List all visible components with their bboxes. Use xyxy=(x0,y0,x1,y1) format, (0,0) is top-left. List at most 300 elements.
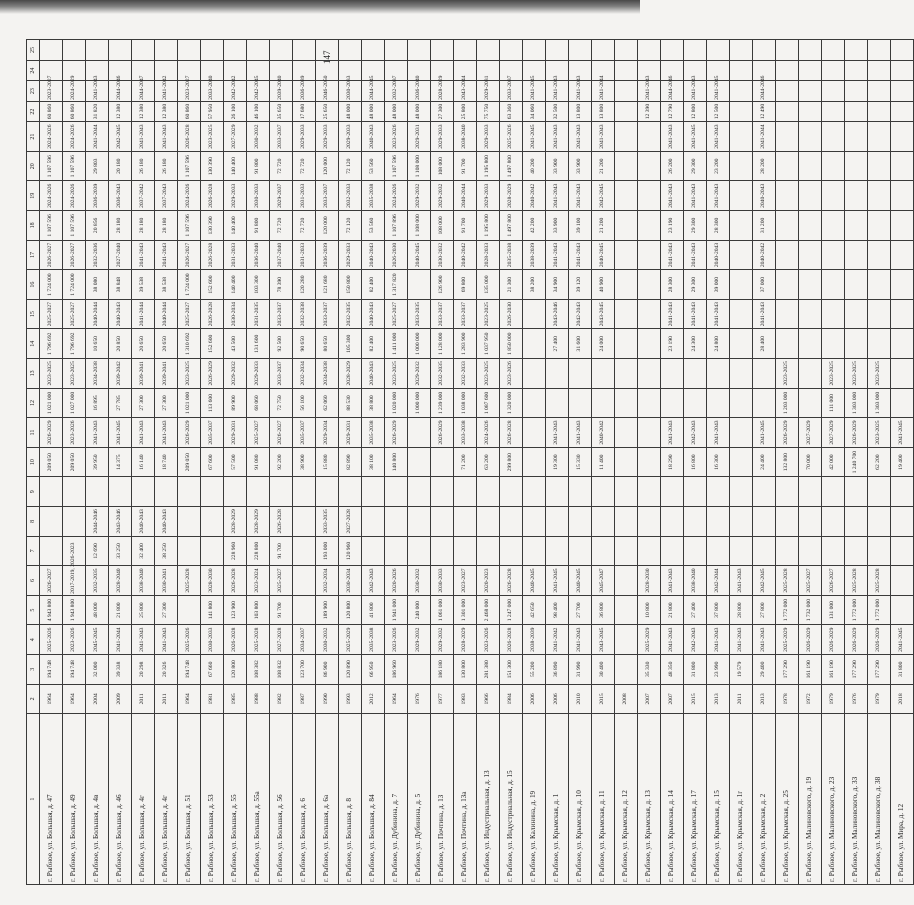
table-cell: 26 180 xyxy=(132,151,155,181)
table-cell: 2026-2028 xyxy=(201,240,224,270)
table-cell: 2033-2040 xyxy=(201,81,224,101)
address-cell: г. Рыбное, ул. Крымская, д. 1 xyxy=(546,714,569,885)
table-cell xyxy=(454,477,477,507)
table-cell: 1 107 596 xyxy=(63,211,86,241)
table-cell: 72 720 xyxy=(270,151,293,181)
table-cell: 41 800 xyxy=(362,595,385,625)
table-cell: 2040-2044 xyxy=(454,181,477,211)
table-cell: 1 108 000 xyxy=(408,151,431,181)
table-row xyxy=(868,40,891,885)
table-cell: 43 500 xyxy=(224,329,247,359)
table-cell: 28 180 xyxy=(109,211,132,241)
address-cell: г. Рыбное, ул. Крымская, д. 2 xyxy=(753,714,776,885)
table-cell xyxy=(822,101,845,121)
table-cell: 39 120 xyxy=(569,270,592,300)
table-cell xyxy=(845,240,868,270)
table-cell: 62 200 xyxy=(868,447,891,477)
table-cell: 19 300 xyxy=(546,447,569,477)
table-cell xyxy=(178,507,201,537)
table-cell: 135 000 xyxy=(477,270,500,300)
table-cell xyxy=(822,40,845,61)
table-cell: 2009 xyxy=(109,684,132,714)
table-cell: 2025-2027 xyxy=(799,566,822,596)
table-cell: 1 021 000 xyxy=(40,388,63,418)
table-cell: 2026-2028 xyxy=(224,625,247,655)
table-cell: 91 080 xyxy=(247,447,270,477)
table-cell: 35 330 xyxy=(638,655,661,685)
table-cell xyxy=(891,299,914,329)
table-cell xyxy=(868,101,891,121)
table-cell: 38 200 xyxy=(523,270,546,300)
table-cell xyxy=(707,40,730,61)
table-cell: 67 660 xyxy=(201,655,224,685)
table-cell xyxy=(868,536,891,566)
table-cell xyxy=(730,122,753,152)
table-cell: 39 950 xyxy=(86,447,109,477)
table-cell: 2029-2032 xyxy=(408,181,431,211)
table-row xyxy=(362,40,385,885)
table-cell: 2032-2035 xyxy=(431,359,454,389)
table-cell: 1 772 000 xyxy=(776,595,799,625)
table-cell xyxy=(454,40,477,61)
table-cell: 1983 xyxy=(454,684,477,714)
table-cell xyxy=(891,507,914,537)
table-row xyxy=(293,40,316,885)
table-cell: 31 820 xyxy=(86,101,109,121)
table-cell: 2040-2044 xyxy=(86,299,109,329)
table-cell: 2041-2044 xyxy=(109,625,132,655)
table-cell: 89 900 xyxy=(224,388,247,418)
table-cell: 108 000 xyxy=(431,211,454,241)
table-cell: 2031-2033 xyxy=(224,240,247,270)
table-cell: 2032-2035 xyxy=(86,566,109,596)
table-cell: 12 390 xyxy=(638,101,661,121)
table-cell: 194 748 xyxy=(178,655,201,685)
table-cell: 2033-2037 xyxy=(500,81,523,101)
table-cell: 75 750 xyxy=(477,101,500,121)
table-cell: 1993 xyxy=(339,684,362,714)
table-cell: 2031-2033 xyxy=(293,181,316,211)
table-cell: 2025-2028 xyxy=(868,566,891,596)
table-cell: 20 650 xyxy=(155,329,178,359)
table-cell xyxy=(730,270,753,300)
table-cell xyxy=(891,101,914,121)
table-cell: 2031-2033 xyxy=(293,240,316,270)
table-cell: 2041-2043 xyxy=(661,240,684,270)
table-cell: 2043-2045 xyxy=(592,299,615,329)
table-cell: 2043-2046 xyxy=(109,507,132,537)
column-header: 10 xyxy=(27,447,40,477)
table-cell xyxy=(569,359,592,389)
table-cell: 209 050 xyxy=(63,447,86,477)
table-cell: 88 530 xyxy=(339,388,362,418)
table-cell xyxy=(615,655,638,685)
table-cell: 2025-2028 xyxy=(178,566,201,596)
table-cell: 2041-2044 xyxy=(753,122,776,152)
table-cell: 2041-2043 xyxy=(661,566,684,596)
table-cell xyxy=(638,418,661,448)
table-cell: 11 400 xyxy=(592,447,615,477)
table-cell: 1988 xyxy=(247,684,270,714)
table-cell xyxy=(730,536,753,566)
table-cell: 2039-2041 xyxy=(132,359,155,389)
table-cell xyxy=(431,507,454,537)
table-cell: 60 860 xyxy=(40,101,63,121)
table-cell xyxy=(270,477,293,507)
table-cell: 2008 xyxy=(615,684,638,714)
table-cell xyxy=(293,477,316,507)
table-cell xyxy=(638,329,661,359)
table-cell: 2024-2029 xyxy=(63,81,86,101)
table-cell: 2015 xyxy=(592,684,615,714)
table-cell xyxy=(799,477,822,507)
table-cell xyxy=(868,299,891,329)
table-cell xyxy=(868,122,891,152)
table-cell xyxy=(40,40,63,61)
table-cell: 2026-2029 xyxy=(385,418,408,448)
table-cell xyxy=(385,477,408,507)
table-cell xyxy=(385,536,408,566)
table-row xyxy=(270,40,293,885)
table-cell: 2026-2029 xyxy=(799,625,822,655)
table-cell: 1987 xyxy=(293,684,316,714)
table-cell: 2041-2043 xyxy=(753,299,776,329)
table-cell: 2042-2043 xyxy=(362,566,385,596)
table-cell: 2043-2045 xyxy=(592,625,615,655)
table-cell xyxy=(730,477,753,507)
table-cell: 2040-2044 xyxy=(155,299,178,329)
table-cell: 2028-2040 xyxy=(109,566,132,596)
table-cell xyxy=(776,211,799,241)
table-row xyxy=(454,40,477,885)
table-cell: 299 800 xyxy=(500,447,523,477)
table-cell xyxy=(362,507,385,537)
table-cell: 2034-2038 xyxy=(316,359,339,389)
table-cell: 23 990 xyxy=(707,655,730,685)
table-cell: 2041-2043 xyxy=(661,625,684,655)
table-cell: 2026-2029 xyxy=(178,418,201,448)
table-cell: 2041-2043 xyxy=(132,240,155,270)
table-cell: 113 600 xyxy=(201,388,224,418)
table-cell: 92 200 xyxy=(270,447,293,477)
table-cell: 2030-2034 xyxy=(224,299,247,329)
table-cell: 194 748 xyxy=(40,655,63,685)
table-cell: 78 390 xyxy=(270,270,293,300)
table-row xyxy=(224,40,247,885)
table-cell: 2026-2029 xyxy=(201,359,224,389)
data-table xyxy=(26,39,914,885)
table-cell: 2032-2034 xyxy=(316,566,339,596)
table-cell: 23 190 xyxy=(661,329,684,359)
table-cell: 2029-2033 xyxy=(477,181,500,211)
table-cell: 2013 xyxy=(753,684,776,714)
table-cell xyxy=(615,270,638,300)
table-cell: 2040-2045 xyxy=(408,240,431,270)
table-cell: 2042-2043 xyxy=(684,625,707,655)
table-row xyxy=(523,40,546,885)
table-cell: 2041-2043 xyxy=(155,240,178,270)
table-cell: 1972 xyxy=(799,684,822,714)
table-cell: 2041-2043 xyxy=(661,122,684,152)
table-cell xyxy=(178,536,201,566)
table-cell: 2025-2027 xyxy=(247,418,270,448)
table-row xyxy=(408,40,431,885)
table-cell: 35 650 xyxy=(270,101,293,121)
table-cell: 2024-2026 xyxy=(63,122,86,152)
table-cell xyxy=(408,40,431,61)
table-cell: 1964 xyxy=(63,684,86,714)
table-cell: 1984 xyxy=(500,684,523,714)
table-cell xyxy=(891,359,914,389)
column-header: 22 xyxy=(27,101,40,121)
table-cell: 103 300 xyxy=(247,270,270,300)
table-cell: 28 800 xyxy=(730,595,753,625)
table-cell xyxy=(615,418,638,448)
table-cell xyxy=(753,40,776,61)
table-cell: 281 380 xyxy=(477,655,500,685)
table-body xyxy=(40,40,914,885)
address-cell: г. Рыбное, ул. Большая, д. 55 xyxy=(224,714,247,885)
table-cell: 228 960 xyxy=(224,536,247,566)
table-cell xyxy=(753,477,776,507)
address-cell: г. Рыбное, ул. Большая, д. 8 xyxy=(339,714,362,885)
table-cell xyxy=(615,299,638,329)
table-row xyxy=(178,40,201,885)
table-cell xyxy=(569,477,592,507)
table-cell: 25 800 xyxy=(132,595,155,625)
table-cell xyxy=(684,536,707,566)
table-cell xyxy=(776,536,799,566)
table-cell: 27 300 xyxy=(155,388,178,418)
table-row xyxy=(592,40,615,885)
table-cell: 2028-2033 xyxy=(477,240,500,270)
table-cell: 1981 xyxy=(201,684,224,714)
table-cell: 2029-2033 xyxy=(224,181,247,211)
table-cell: 108 000 xyxy=(431,151,454,181)
table-cell: 1 303 000 xyxy=(868,388,891,418)
table-cell: 177 290 xyxy=(868,655,891,685)
table-cell: 2041-2043 xyxy=(753,625,776,655)
table-cell xyxy=(569,536,592,566)
table-cell xyxy=(753,536,776,566)
table-cell xyxy=(868,181,891,211)
table-row xyxy=(63,40,86,885)
table-cell xyxy=(776,507,799,537)
table-cell xyxy=(339,477,362,507)
table-cell: 2027-2029 xyxy=(822,418,845,448)
table-cell xyxy=(132,40,155,61)
table-cell xyxy=(776,60,799,80)
table-cell xyxy=(776,101,799,121)
table-cell: 186 960 xyxy=(385,655,408,685)
table-cell xyxy=(730,181,753,211)
table-cell xyxy=(707,536,730,566)
table-cell: 14 375 xyxy=(109,447,132,477)
address-cell: г. Рыбное, ул. Крымская, д. 11 xyxy=(592,714,615,885)
table-cell: 20 856 xyxy=(86,211,109,241)
table-cell xyxy=(776,240,799,270)
table-cell xyxy=(891,40,914,61)
table-cell: 2029-2032 xyxy=(224,359,247,389)
table-cell: 2026-2028 xyxy=(201,181,224,211)
table-cell: 91 700 xyxy=(454,151,477,181)
table-cell: 1 020 000 xyxy=(385,388,408,418)
table-cell: 2042-2045 xyxy=(753,566,776,596)
table-cell: 2041-2043 xyxy=(569,122,592,152)
table-cell: 2041-2043 xyxy=(684,240,707,270)
table-cell: 2042-2043 xyxy=(569,299,592,329)
table-cell: 10 800 xyxy=(638,595,661,625)
table-cell: 2041-2043 xyxy=(546,81,569,101)
table-cell: 28 180 xyxy=(155,211,178,241)
table-cell: 1 000 000 xyxy=(408,388,431,418)
table-cell: 2025-2027 xyxy=(40,299,63,329)
table-cell: 26 200 xyxy=(661,151,684,181)
table-cell xyxy=(799,507,822,537)
table-cell: 123 900 xyxy=(224,595,247,625)
table-cell: 2029-2034 xyxy=(316,418,339,448)
table-cell xyxy=(707,388,730,418)
table-cell: 80 650 xyxy=(316,329,339,359)
table-cell: 2010 xyxy=(569,684,592,714)
table-cell: 27 300 xyxy=(132,388,155,418)
table-cell xyxy=(799,60,822,80)
table-cell xyxy=(546,477,569,507)
table-cell: 2024-2026 xyxy=(178,181,201,211)
table-cell: 2028-2029 xyxy=(500,181,523,211)
table-cell: 2040-2043 xyxy=(362,299,385,329)
table-cell: 34 060 xyxy=(523,101,546,121)
table-row xyxy=(684,40,707,885)
table-cell: 2026-2028 xyxy=(500,625,523,655)
table-cell: 2041-2043 xyxy=(661,181,684,211)
table-cell: 2027-2040 xyxy=(109,240,132,270)
table-cell: 26 100 xyxy=(224,101,247,121)
table-cell: 120 890 xyxy=(339,655,362,685)
table-cell: 2041-2044 xyxy=(86,122,109,152)
table-cell: 2041-2043 xyxy=(684,181,707,211)
table-cell: 1 941 000 xyxy=(385,595,408,625)
table-cell: 2030-2041 xyxy=(155,566,178,596)
table-cell: 40 900 xyxy=(592,270,615,300)
table-cell: 2036-2039 xyxy=(316,240,339,270)
table-cell xyxy=(362,40,385,61)
table-cell: 16 140 xyxy=(132,447,155,477)
table-cell xyxy=(891,388,914,418)
table-cell: 2041-2044 xyxy=(592,81,615,101)
column-header: 21 xyxy=(27,122,40,152)
table-cell: 2040-2043 xyxy=(362,359,385,389)
table-cell xyxy=(40,477,63,507)
table-cell: 1 107 596 xyxy=(63,151,86,181)
table-cell: 1 128 000 xyxy=(431,329,454,359)
table-row xyxy=(40,40,63,885)
table-cell: 10 650 xyxy=(86,329,109,359)
table-cell: 20 298 xyxy=(132,655,155,685)
table-cell: 48 000 xyxy=(362,101,385,121)
table-cell: 2040-2043 xyxy=(109,299,132,329)
column-header: 20 xyxy=(27,151,40,181)
table-cell: 2040-2043 xyxy=(362,122,385,152)
table-cell: 21 800 xyxy=(109,595,132,625)
table-cell: 1964 xyxy=(385,684,408,714)
table-cell xyxy=(615,566,638,596)
table-cell xyxy=(799,151,822,181)
table-cell: 48 000 xyxy=(339,101,362,121)
table-cell: 92 500 xyxy=(270,329,293,359)
table-cell xyxy=(730,81,753,101)
address-cell: г. Рыбное, ул. Малиновского, д. 33 xyxy=(845,714,868,885)
table-cell: 2041-2045 xyxy=(891,418,914,448)
table-cell: 2041-2043 xyxy=(132,625,155,655)
table-cell xyxy=(615,40,638,61)
table-row xyxy=(339,40,362,885)
table-cell xyxy=(868,507,891,537)
table-cell: 2038-2039 xyxy=(523,240,546,270)
table-cell: 2028-2029 xyxy=(224,507,247,537)
table-cell xyxy=(500,507,523,537)
table-cell xyxy=(868,81,891,101)
address-cell: г. Рыбное, ул. Большая, д. 4в xyxy=(86,714,109,885)
table-cell: 2041-2043 xyxy=(684,81,707,101)
table-cell: 2032-2036 xyxy=(86,240,109,270)
table-cell: 38 800 xyxy=(362,388,385,418)
table-cell: 72 120 xyxy=(339,151,362,181)
table-cell: 2030-2033 xyxy=(247,181,270,211)
column-header: 1 xyxy=(27,714,40,885)
table-cell xyxy=(592,536,615,566)
table-cell xyxy=(247,477,270,507)
table-cell: 2027-2029 xyxy=(799,418,822,448)
table-cell xyxy=(109,40,132,61)
table-cell: 12 790 xyxy=(661,101,684,121)
table-cell: 2036-2040 xyxy=(247,240,270,270)
table-cell: 2026-2030 xyxy=(385,240,408,270)
table-row xyxy=(155,40,178,885)
table-cell: 2025-2027 xyxy=(63,299,86,329)
table-cell xyxy=(638,299,661,329)
address-cell: г. Рыбное, ул. Крымская, д. 25 xyxy=(776,714,799,885)
table-cell xyxy=(224,477,247,507)
table-cell xyxy=(845,40,868,61)
table-cell: 2033-2037 xyxy=(431,299,454,329)
table-cell: 1977 xyxy=(431,684,454,714)
table-cell xyxy=(891,60,914,80)
table-cell: 2026-2027 xyxy=(40,240,63,270)
table-cell: 2033-2037 xyxy=(316,299,339,329)
table-cell xyxy=(730,507,753,537)
table-cell: 2006 xyxy=(546,684,569,714)
table-row xyxy=(661,40,684,885)
table-cell: 20 850 xyxy=(109,329,132,359)
table-cell xyxy=(868,240,891,270)
column-header: 17 xyxy=(27,240,40,270)
table-cell: 1 772 000 xyxy=(845,595,868,625)
table-cell: 150 800 xyxy=(339,270,362,300)
table-cell: 2011 xyxy=(730,684,753,714)
table-cell xyxy=(293,566,316,596)
table-cell: 108 832 xyxy=(270,655,293,685)
table-cell: 2026-2029 xyxy=(776,418,799,448)
table-cell xyxy=(799,181,822,211)
table-cell: 2023-2027 xyxy=(454,566,477,596)
table-cell: 2041-2043 xyxy=(546,240,569,270)
table-cell: 2041-2043 xyxy=(730,566,753,596)
table-cell: 2020-2023 xyxy=(477,566,500,596)
address-cell: г. Рыбное, ул. Крымская, д. 10 xyxy=(569,714,592,885)
table-cell: 2041-2043 xyxy=(730,625,753,655)
table-cell xyxy=(523,359,546,389)
